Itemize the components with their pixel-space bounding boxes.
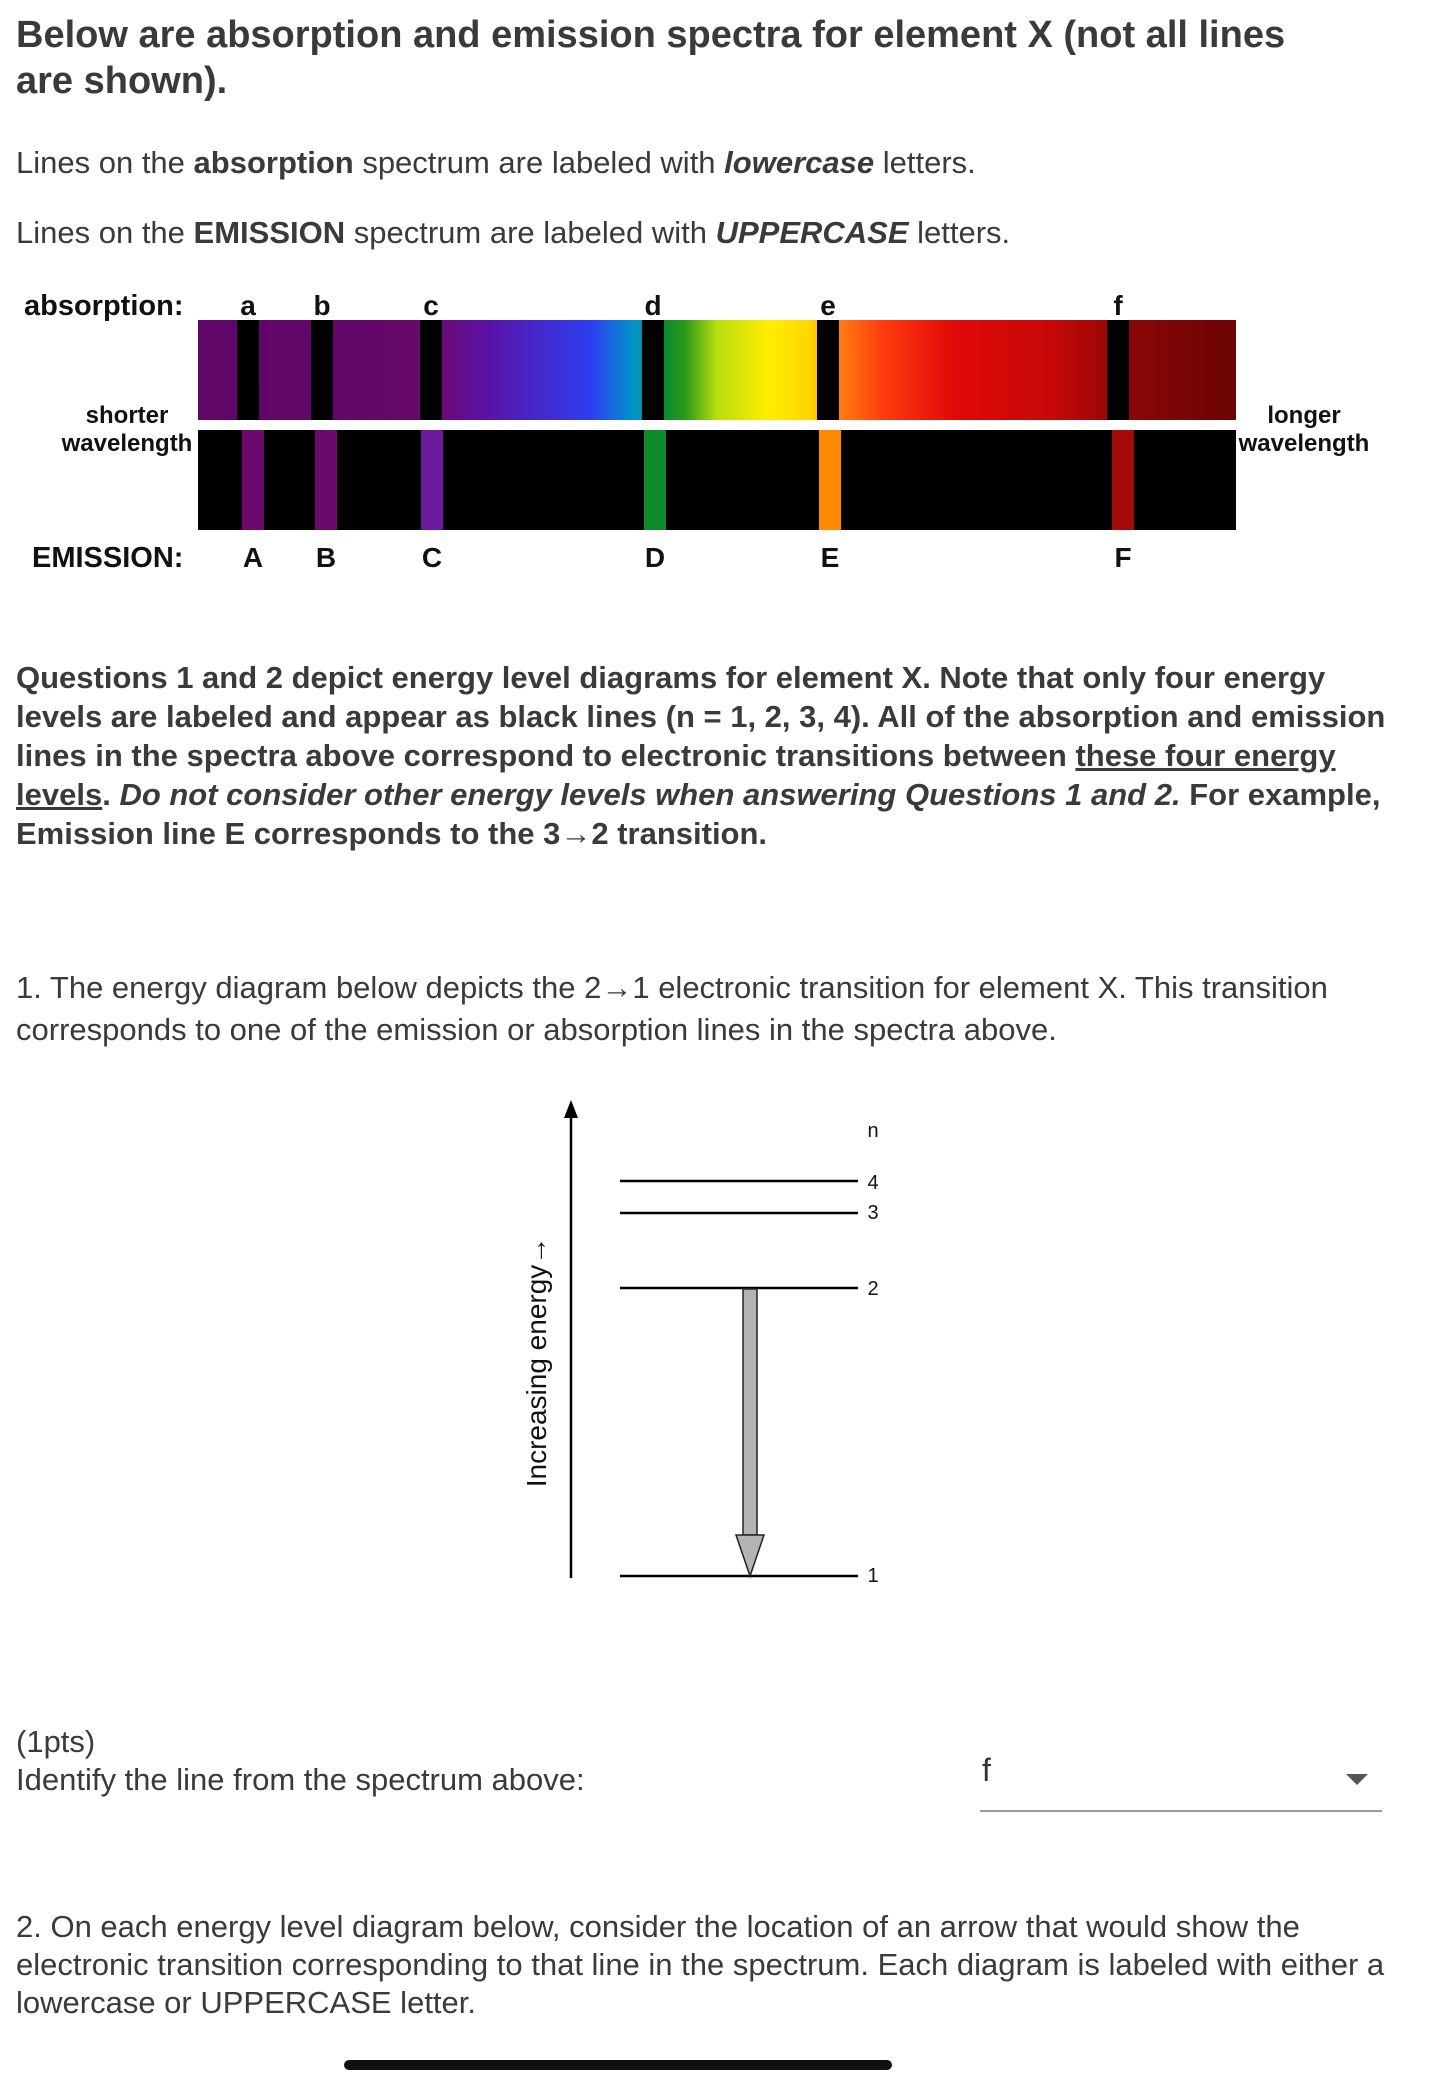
points-label: (1pts) <box>16 1724 96 1759</box>
instructions-text: Questions 1 and 2 depict energy level diagrams for element X. Note that only four energy levels are labeled and appear as black lines (n = 1, 2, 3, 4). All of the absorption and emission lines in the spectra above correspond to electronic transitions between <box>16 660 1386 773</box>
absorption-line-b <box>311 320 333 420</box>
question-1-text: 1. The energy diagram below depicts the 2→1 electronic transition for element X. This transition corresponds to one of the emission or absorption lines in the spectra above. <box>16 970 1328 1047</box>
emission-line-C <box>421 430 443 530</box>
chevron-down-icon <box>1346 1774 1368 1785</box>
emission-label: EMISSION: <box>32 542 184 574</box>
legend-bold: EMISSION <box>193 215 346 250</box>
shorter-wavelength-label: shorter wavelength <box>61 402 193 457</box>
emission-letter-F: F <box>1114 542 1132 573</box>
energy-level-diagram <box>500 1090 920 1590</box>
emission-letter-D: D <box>644 542 666 573</box>
page-title: Below are absorption and emission spectra for element X (not all lines are shown). <box>16 14 1286 102</box>
emission-spectrum <box>198 430 1236 530</box>
emission-letter-B: B <box>315 542 337 573</box>
level-label-2: 2 <box>867 1278 879 1300</box>
absorption-letter-f: f <box>1113 290 1123 321</box>
legend-bold: absorption <box>193 145 354 180</box>
level-label-1: 1 <box>867 1565 879 1587</box>
absorption-label: absorption: <box>24 290 184 322</box>
emission-letter-E: E <box>820 542 840 573</box>
instructions-text: . <box>102 777 120 812</box>
absorption-letter-a: a <box>240 290 256 321</box>
absorption-letter-b: b <box>313 290 331 321</box>
absorption-letter-e: e <box>820 290 836 321</box>
question-2-text: 2. On each energy level diagram below, consider the location of an arrow that would show the electronic transition corresponding to that line in the spectrum. Each diagram is labeled with either a lowercase or UPPERCASE letter. <box>16 1909 1385 2020</box>
absorption-line-a <box>237 320 259 420</box>
emission-legend <box>16 213 1010 253</box>
transition-arrowhead-icon <box>736 1535 764 1576</box>
legend-text: letters. <box>874 145 976 180</box>
diagram-instructions <box>16 658 1386 853</box>
legend-emphasis: lowercase <box>724 145 875 180</box>
emission-line-E <box>819 430 841 530</box>
emission-letter-A: A <box>242 542 264 573</box>
absorption-legend <box>16 143 976 183</box>
absorption-letter-d: d <box>644 290 662 321</box>
absorption-line-f <box>1107 320 1129 420</box>
n-header: n <box>867 1120 879 1142</box>
answer-select-value: f <box>982 1752 991 1788</box>
absorption-spectrum <box>198 320 1236 420</box>
legend-emphasis: UPPERCASE <box>715 215 909 250</box>
level-label-3: 3 <box>867 1202 879 1224</box>
longer-wavelength-label: longer wavelength <box>1238 402 1370 457</box>
instructions-underline: these four energy levels <box>16 738 1336 812</box>
legend-text: Lines on the <box>16 215 194 250</box>
answer-select[interactable] <box>980 1748 1382 1812</box>
emission-line-A <box>242 430 264 530</box>
level-label-4: 4 <box>867 1172 879 1194</box>
legend-text: spectrum are labeled with <box>345 215 716 250</box>
answer-prompt: Identify the line from the spectrum above: <box>16 1762 585 1797</box>
energy-axis-label: Increasing energy→ <box>521 1236 552 1488</box>
instructions-text: For example, Emission line E corresponds to the 3→2 transition. <box>16 777 1381 851</box>
absorption-line-d <box>642 320 664 420</box>
emission-line-F <box>1112 430 1134 530</box>
legend-text: spectrum are labeled with <box>353 145 725 180</box>
emission-line-B <box>315 430 337 530</box>
absorption-line-e <box>817 320 839 420</box>
instructions-italic: Do not consider other energy levels when answering Questions 1 and 2. <box>119 777 1181 812</box>
legend-text: Lines on the <box>16 145 194 180</box>
absorption-letter-c: c <box>423 290 439 321</box>
legend-text: letters. <box>908 215 1011 250</box>
emission-letter-C: C <box>421 542 443 573</box>
axis-arrowhead-icon <box>564 1100 578 1118</box>
home-indicator <box>344 2060 892 2070</box>
emission-line-D <box>644 430 666 530</box>
transition-arrow-shaft <box>743 1289 757 1535</box>
absorption-line-c <box>420 320 442 420</box>
